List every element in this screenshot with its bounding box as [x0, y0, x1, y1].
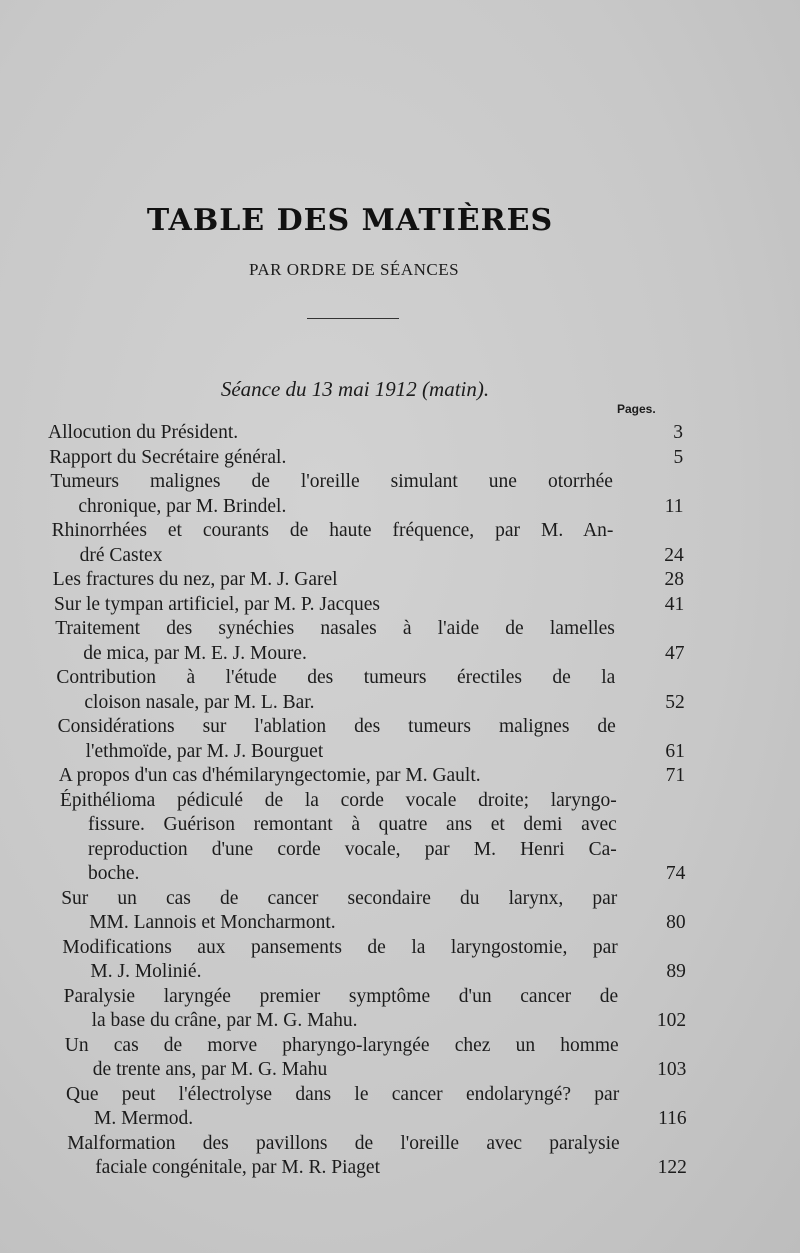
toc-entry [0, 568, 800, 593]
toc-entry-text: Considérations sur l'ablation des tumeurs malignes de [57, 716, 616, 737]
toc-page-number: 122 [657, 1157, 687, 1178]
toc-entry-text: de mica, par M. E. J. Moure. [83, 642, 307, 664]
toc-page-number: 116 [658, 1108, 687, 1129]
toc-entry-text: Les fractures du nez, par M. J. Garel [52, 569, 338, 590]
session-heading: Séance du 13 mai 1912 (matin). [220, 377, 490, 401]
toc-entry-text: Modifications aux pansements de la laryngostomie, par [62, 936, 618, 958]
toc-entry-text: Malformation des pavillons de l'oreille avec paralysie [67, 1132, 620, 1154]
pages-column-label: Pages. [617, 402, 656, 416]
toc-entry-text: faciale congénitale, par M. R. Piaget [95, 1157, 380, 1178]
toc-page-number: 11 [664, 495, 684, 517]
toc-entry-text: de trente ans, par M. G. Mahu [92, 1059, 328, 1080]
toc-entry-text: l'ethmoïde, par M. J. Bourguet [85, 740, 324, 762]
toc-entry [0, 715, 800, 764]
toc-entry-text: reproduction d'une corde vocale, par M. Henri Ca- [88, 838, 617, 860]
toc-entry-text: Paralysie laryngée premier symptôme d'un cancer de [63, 985, 619, 1007]
toc-entry [0, 764, 800, 789]
toc-entry-text: Sur un cas de cancer secondaire du larynx, par [61, 887, 618, 909]
toc-entry-text: Épithélioma pédiculé de la corde vocale droite; laryngo- [60, 789, 617, 811]
toc-entry [0, 519, 800, 568]
toc-entry-text: M. J. Molinié. [90, 961, 202, 982]
toc-entry [0, 1083, 800, 1132]
page-title: TABLE DES MATIÈRES [146, 203, 554, 238]
page-subtitle: PAR ORDRE DE SÉANCES [248, 260, 460, 279]
toc-entry-text: Un cas de morve pharyngo-laryngée chez un homme [64, 1034, 619, 1056]
title-divider [307, 318, 399, 319]
toc-entry-text: Que peut l'électrolyse dans le cancer endolaryngé? par [66, 1083, 620, 1105]
toc-page-number: 71 [665, 765, 686, 786]
toc-entry [0, 1132, 800, 1181]
toc-entry [0, 1034, 800, 1083]
toc-page-number: 74 [665, 863, 686, 884]
toc-page-number: 61 [665, 740, 685, 762]
toc-entry [0, 666, 800, 715]
toc-entry-text: Contribution à l'étude des tumeurs érectiles de la [56, 667, 616, 688]
toc-entry-text: chronique, par M. Brindel. [78, 495, 287, 517]
toc-entry-text: boche. [88, 863, 140, 884]
toc-entry-text: Rhinorrhées et courants de haute fréquence, par M. An- [51, 520, 614, 541]
toc-entry [0, 985, 800, 1034]
toc-page-number: 41 [664, 593, 685, 615]
toc-page-number: 89 [666, 961, 686, 982]
toc-entry [0, 593, 800, 618]
toc-page-number: 103 [657, 1059, 687, 1080]
toc-entry-text: Rapport du Secrétaire général. [49, 446, 287, 468]
toc-page-number: 80 [666, 912, 686, 933]
table-of-contents [0, 421, 800, 1181]
toc-page-number: 3 [673, 422, 683, 443]
toc-page-number: 102 [656, 1010, 687, 1031]
toc-page-number: 47 [664, 642, 685, 664]
toc-entry [0, 617, 800, 666]
toc-page-number: 5 [673, 446, 684, 468]
toc-entry-text: Sur le tympan artificiel, par M. P. Jacques [54, 593, 381, 615]
toc-entry-text: Allocution du Président. [48, 422, 239, 443]
toc-page-number: 24 [664, 544, 684, 566]
toc-entry [0, 446, 800, 471]
toc-entry-text: fissure. Guérison remontant à quatre ans et demi avec [88, 814, 617, 835]
toc-entry-text: Traitement des synéchies nasales à l'aide de lamelles [55, 618, 615, 639]
toc-entry-text: la base du crâne, par M. G. Mahu. [91, 1010, 358, 1031]
toc-entry [0, 789, 800, 887]
toc-entry-text: M. Mermod. [94, 1108, 194, 1129]
toc-entry [0, 887, 800, 936]
toc-entry [0, 421, 800, 446]
toc-entry [0, 470, 800, 519]
toc-entry-text: dré Castex [79, 544, 163, 566]
toc-page-number: 28 [664, 569, 684, 590]
toc-entry-text: A propos d'un cas d'hémilaryngectomie, par M. Gault. [58, 765, 481, 786]
toc-page-number: 52 [665, 691, 685, 713]
toc-entry-text: cloison nasale, par M. L. Bar. [84, 691, 315, 713]
toc-entry [0, 936, 800, 985]
toc-entry-text: Tumeurs malignes de l'oreille simulant une otorrhée [50, 471, 613, 492]
toc-entry-text: MM. Lannois et Moncharmont. [89, 912, 336, 933]
